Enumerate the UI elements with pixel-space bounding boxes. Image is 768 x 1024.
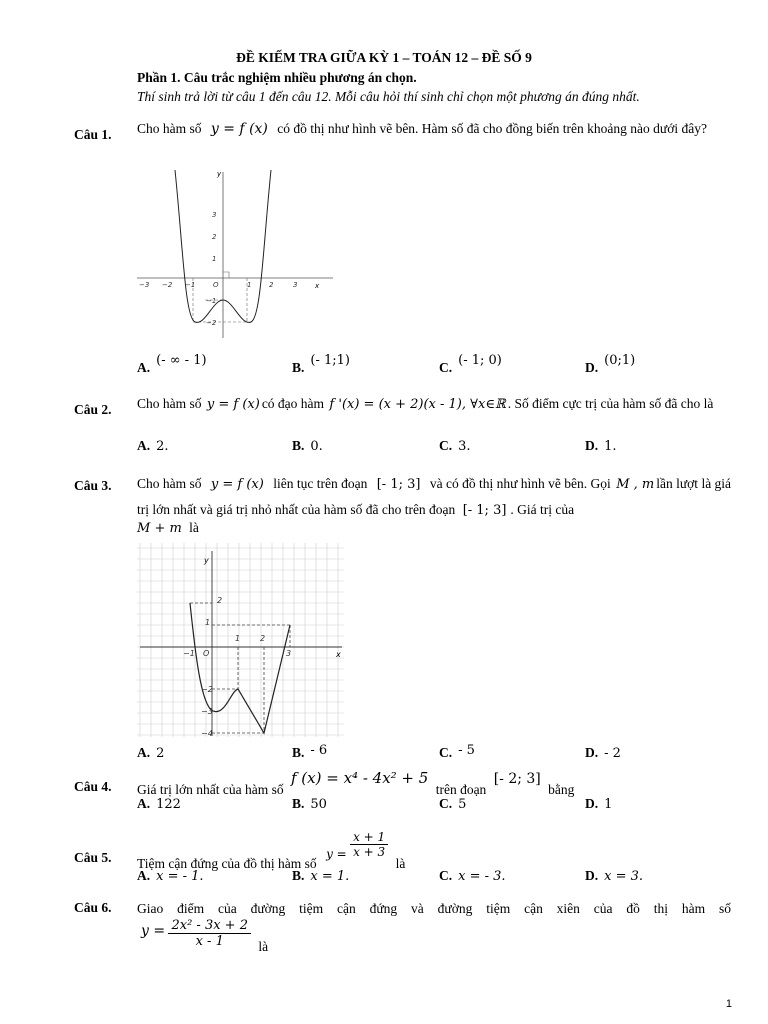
question-2-option-b[interactable] [292, 438, 323, 454]
option-letter: A. [137, 360, 151, 375]
question-4-text-c: bằng [548, 782, 575, 797]
option-value: (0;1) [604, 353, 636, 368]
option-letter: C. [439, 360, 453, 375]
option-letter: B. [292, 438, 305, 453]
question-6-text-b: là [258, 938, 269, 954]
option-letter: B. [292, 745, 305, 760]
tick-label: 2 [212, 233, 217, 241]
question-3-text-d: lần lượt là giá trị lớn nhất và giá trị nhỏ nhất của hàm số đã cho trên đoạn [137, 476, 732, 517]
question-6-formula [141, 918, 269, 954]
question-1-text [137, 120, 731, 138]
question-5-option-b[interactable] [292, 868, 349, 884]
option-letter: D. [585, 360, 599, 375]
question-3-text-e: . Giá trị của [510, 502, 575, 517]
tick-label: O [203, 649, 210, 658]
option-letter: A. [137, 745, 151, 760]
tick-label: 1 [247, 281, 252, 289]
question-1-option-d[interactable] [585, 353, 636, 376]
tick-label: 1 [205, 618, 211, 627]
question-5-label: Câu 5. [74, 850, 112, 865]
question-6-fraction [168, 918, 251, 949]
option-letter: C. [439, 745, 453, 760]
question-4-text [137, 768, 575, 797]
tick-label: −2 [201, 685, 213, 694]
question-4-text-b: trên đoạn [435, 782, 487, 797]
question-6-expr-y: y = [141, 922, 166, 939]
question-2-text-a: Cho hàm số [137, 396, 202, 411]
question-4-expr-b: [- 2; 3] [493, 771, 541, 787]
question-5-text [137, 828, 406, 871]
question-3-text-a: Cho hàm số [137, 476, 202, 491]
question-3-expr-e: M + m [137, 521, 182, 536]
question-1-option-b[interactable] [292, 353, 350, 376]
q3-grid [137, 543, 344, 737]
fraction-numerator: x + 1 [350, 830, 388, 845]
q3-x-axis-label: x [336, 650, 341, 659]
question-2-option-c[interactable] [439, 438, 471, 454]
fraction-denominator: x - 1 [195, 934, 224, 949]
option-value: 2 [156, 746, 165, 761]
tick-label: −3 [139, 281, 150, 289]
question-3-text-f: là [189, 520, 199, 535]
question-2-expr-b: f '(x) = (x + 2)(x - 1), ∀x∈ℝ [329, 397, 506, 412]
question-3-tail [137, 520, 199, 536]
option-letter: D. [585, 868, 599, 883]
tick-label: 1 [235, 634, 241, 643]
tick-label: 3 [212, 211, 217, 219]
option-letter: C. [439, 796, 453, 811]
tick-label: −1 [206, 297, 217, 305]
option-value: 0. [310, 439, 323, 454]
part-heading: Phần 1. Câu trắc nghiệm nhiều phương án chọn. [137, 70, 417, 85]
tick-label: 3 [286, 649, 292, 658]
question-2-option-a[interactable] [137, 438, 169, 454]
question-3-expr-b: [- 1; 3] [376, 477, 421, 492]
question-3-option-a[interactable] [137, 745, 164, 761]
question-2-option-d[interactable] [585, 438, 617, 454]
option-value: 5 [458, 797, 467, 812]
option-value: (- 1;1) [310, 353, 350, 368]
tick-label: O [213, 281, 219, 289]
option-value: 3. [458, 439, 471, 454]
question-4-option-d[interactable] [585, 796, 612, 812]
q1-x-axis-label: x [315, 282, 320, 290]
question-1-expr: y = f (x) [210, 121, 268, 137]
question-5-option-a[interactable] [137, 868, 204, 884]
page-number: 1 [725, 998, 732, 1010]
option-letter: C. [439, 438, 453, 453]
question-3-option-d[interactable] [585, 745, 621, 761]
option-letter: B. [292, 360, 305, 375]
tick-label: 2 [269, 281, 274, 289]
option-letter: A. [137, 796, 151, 811]
option-letter: B. [292, 796, 305, 811]
option-value: - 2 [604, 746, 621, 761]
question-2-text [137, 395, 731, 413]
tick-label: −4 [201, 729, 213, 738]
question-3-option-b[interactable] [292, 745, 327, 761]
option-value: (- ∞ - 1) [156, 353, 207, 368]
tick-label: −2 [162, 281, 173, 289]
option-letter: A. [137, 868, 151, 883]
question-3-option-c[interactable] [439, 745, 475, 761]
tick-label: 2 [260, 634, 266, 643]
option-letter: D. [585, 796, 599, 811]
question-3-expr-a: y = f (x) [210, 477, 264, 492]
question-5-text-b: là [395, 855, 406, 871]
tick-label: 1 [212, 255, 217, 263]
question-1-option-c[interactable] [439, 353, 502, 376]
question-3-expr-d: [- 1; 3] [462, 503, 507, 518]
option-value: x = - 3. [458, 869, 506, 884]
option-value: 122 [156, 797, 181, 812]
question-2-label: Câu 2. [74, 402, 112, 417]
question-1-graph [135, 168, 335, 340]
option-value: x = 3. [604, 869, 644, 884]
q1-y-axis-label: y [217, 170, 222, 178]
question-6-label: Câu 6. [74, 900, 112, 915]
question-5-option-c[interactable] [439, 868, 506, 884]
tick-label: 2 [217, 596, 223, 605]
question-3-text-c: và có đồ thị như hình vẽ bên. Gọi [429, 476, 611, 491]
question-2-expr-a: y = f (x) [206, 397, 260, 412]
question-3-text [137, 471, 731, 523]
option-letter: B. [292, 868, 305, 883]
option-letter: C. [439, 868, 453, 883]
question-5-text-a: Tiệm cận đứng của đồ thị hàm số [137, 855, 317, 871]
question-1-text-a: Cho hàm số [137, 121, 202, 136]
question-5-fraction [350, 830, 388, 859]
exam-title: ĐỀ KIẾM TRA GIỮA KỲ 1 – TOÁN 12 – ĐỀ SỐ 9 [236, 50, 532, 65]
option-value: - 5 [458, 743, 475, 758]
question-4-expr-a: f (x) = x⁴ - 4x² + 5 [290, 769, 429, 787]
tick-label: −3 [201, 707, 213, 716]
q3-y-axis-label: y [204, 556, 209, 565]
question-5-option-d[interactable] [585, 868, 643, 884]
question-3-label: Câu 3. [74, 478, 112, 493]
tick-label: 3 [293, 281, 298, 289]
tick-label: −1 [185, 281, 196, 289]
fraction-denominator: x + 3 [353, 845, 386, 859]
question-4-option-b[interactable] [292, 796, 327, 812]
question-4-label: Câu 4. [74, 779, 112, 794]
question-6-text: Giao điểm của đường tiệm cận đứng và đường tiệm cận xiên của đồ thị hàm số [137, 901, 731, 916]
option-value: 1. [604, 439, 617, 454]
tick-label: −2 [206, 319, 217, 327]
question-5-expr-y: y = [326, 846, 347, 861]
instruction-text: Thí sinh trả lời từ câu 1 đến câu 12. Mỗi câu hỏi thí sinh chỉ chọn một phương án đúng nhất. [137, 89, 640, 104]
question-1-option-a[interactable] [137, 353, 207, 376]
question-3-expr-c: M , m [616, 477, 655, 492]
option-letter: A. [137, 438, 151, 453]
question-2-text-c: . Số điểm cực trị của hàm số đã cho là [507, 396, 714, 411]
option-value: (- 1; 0) [458, 353, 502, 368]
option-value: x = 1. [310, 869, 350, 884]
tick-label: −1 [183, 649, 195, 658]
option-letter: D. [585, 438, 599, 453]
question-3-text-b: liên tục trên đoạn [273, 476, 368, 491]
question-3-graph [135, 541, 347, 738]
question-4-option-a[interactable] [137, 796, 181, 812]
option-letter: D. [585, 745, 599, 760]
question-2-text-b: có đạo hàm [261, 396, 325, 411]
option-value: 1 [604, 797, 613, 812]
question-1-text-b: có đồ thị như hình vẽ bên. Hàm số đã cho đồng biến trên khoảng nào dưới đây? [277, 121, 707, 136]
option-value: - 6 [310, 743, 328, 758]
question-4-text-a: Giá trị lớn nhất của hàm số [137, 782, 284, 797]
fraction-numerator: 2x² - 3x + 2 [168, 918, 251, 934]
question-4-option-c[interactable] [439, 796, 466, 812]
option-value: 2. [156, 439, 169, 454]
question-1-label: Câu 1. [74, 127, 112, 142]
option-value: x = - 1. [156, 869, 204, 884]
option-value: 50 [310, 797, 327, 812]
